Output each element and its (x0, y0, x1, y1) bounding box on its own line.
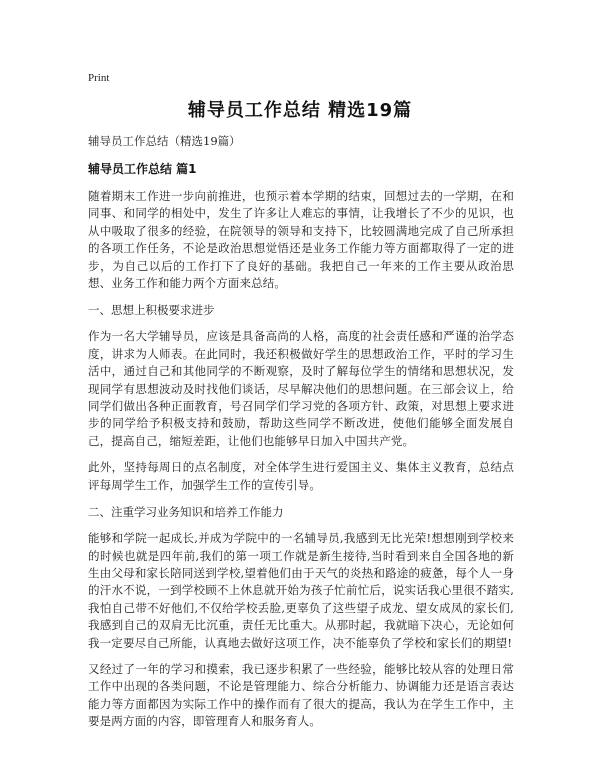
subheading-skills: 二、注重学习业务知识和培养工作能力 (88, 505, 284, 520)
subheading-ideology: 一、思想上积极要求进步 (88, 303, 215, 318)
section-heading: 辅导员工作总结 篇1 (88, 162, 197, 176)
paragraph-intro: 随着期末工作进一步向前推进，也预示着本学期的结束，回想过去的一学期，在和同事、和同学的相处中，发生了许多让人难忘的事情，让我增长了不少的见识，也从中吸取了很多的经验，在院领导的领导和支持下，比较圆满地完成了自己所承担的各项工作任务，不论是政治思想觉悟还是业务工作能力等方面都取得了一定的进步，为自己以后的工作打下了良好的基础。我把自己一年来的工作主要从政治思想、业务工作和能力两个方面来总结。 (88, 189, 514, 291)
document-title: 辅导员工作总结 精选19篇 (187, 100, 413, 121)
paragraph-ideology: 作为一名大学辅导员，应该是具备高尚的人格，高度的社会责任感和严谨的治学态度，讲求为人师表。在此同时，我还积极做好学生的思想政治工作，平时的学习生活中，通过自己和其他同学的不断观察，及时了解每位学生的情绪和思想状况，发现同学有思想波动及时找他们谈话，尽早解决他们的思想问题。在三部会议上，给同学们做出各种正面教育，号召同学们学习党的各项方针、政策，对思想上要求进步的同学给予积极支持和鼓励，帮助这些同学不断改进，使他们能够全面发展自己，提高自己，缩短差距，让他们也能够早日加入中国共产党。 (88, 329, 514, 448)
document-subtitle: 辅导员工作总结（精选19篇） (88, 134, 241, 148)
paragraph-growth: 能够和学院一起成长,并成为学院中的一名辅导员,我感到无比光荣!想想刚到学校来的时候也就是四年前,我们的第一项工作就是新生接待,当时看到来自全国各地的新生由父母和家长陪同送到学校,望着他们由于天气的炎热和路途的疲惫，每个人一身的汗水不说，一到学校顾不上休息就开始为孩子忙前忙后，说实话我心里很不踏实,我怕自己带不好他们,不仅给学校丢脸,更辜负了这些望子成龙、望女成凤的家长们,我感到自己的双肩无比沉重，责任无比重大。从那时起，我就暗下决心，无论如何我一定要尽自己所能，认真地去做好这项工作，决不能辜负了学校和家长们的期望! (88, 531, 514, 650)
paragraph-rollcall: 此外，坚持每周日的点名制度，对全体学生进行爱国主义、集体主义教育，总结点评每周学生工作，加强学生工作的宣传引导。 (88, 460, 514, 492)
paragraph-experience: 又经过了一年的学习和摸索，我已逐步积累了一些经验，能够比较从容的处理日常工作中出现的各类问题，不论是管理能力、综合分析能力、协调能力还是语言表达能力等方面都因为实际工作中的操作而有了很大的提高，我认为在学生工作中，主要是两方面的内容，即管理育人和服务育人。 (88, 661, 514, 729)
print-link[interactable]: Print (88, 72, 110, 84)
document-body (88, 132, 514, 740)
